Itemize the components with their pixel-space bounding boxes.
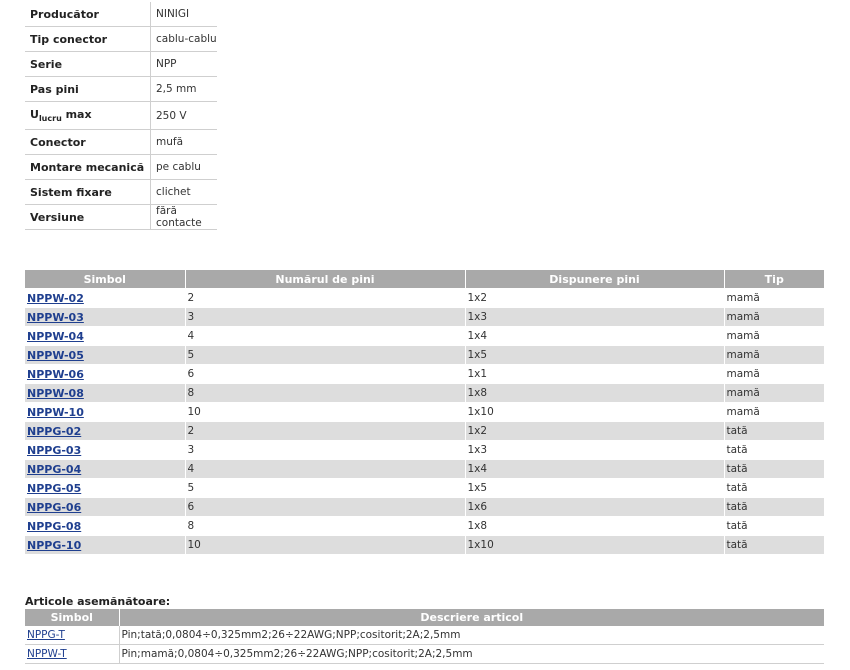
product-symbol-cell <box>25 346 185 365</box>
voltage-subscript: lucru <box>38 114 62 123</box>
product-pin-count: 5 <box>185 479 465 498</box>
product-pin-count: 8 <box>185 384 465 403</box>
spec-label <box>25 102 151 130</box>
spec-label: Versiune <box>25 205 151 230</box>
product-pin-layout: 1x5 <box>465 346 724 365</box>
product-symbol-link[interactable]: NPPW-04 <box>27 329 84 343</box>
product-symbol-cell <box>25 460 185 479</box>
product-pin-count: 6 <box>185 498 465 517</box>
product-pin-layout: 1x8 <box>465 517 724 536</box>
product-pin-count: 4 <box>185 460 465 479</box>
similar-symbol-link[interactable]: NPPW-T <box>27 648 67 660</box>
product-symbol-link[interactable]: NPPW-05 <box>27 348 84 362</box>
spec-label: Sistem fixare <box>25 180 151 205</box>
spec-value: 2,5 mm <box>151 77 218 102</box>
product-pin-layout: 1x5 <box>465 479 724 498</box>
product-symbol-cell <box>25 479 185 498</box>
product-type: mamă <box>724 346 824 365</box>
product-symbol-link[interactable]: NPPG-03 <box>27 443 82 457</box>
similar-symbol-cell <box>25 626 119 645</box>
product-pin-layout: 1x3 <box>465 308 724 327</box>
column-header-symbol[interactable]: Simbol <box>25 270 185 289</box>
voltage-symbol: U <box>30 108 39 121</box>
product-type: mamă <box>724 289 824 308</box>
spec-value: NPP <box>151 52 218 77</box>
product-symbol-cell <box>25 517 185 536</box>
spec-value: pe cablu <box>151 155 218 180</box>
specifications-table <box>25 2 217 230</box>
product-type: tată <box>724 422 824 441</box>
spec-value: clichet <box>151 180 218 205</box>
products-header-row <box>25 270 824 289</box>
spec-label: Pas pini <box>25 77 151 102</box>
product-pin-layout: 1x4 <box>465 460 724 479</box>
column-header-symbol: Simbol <box>25 609 119 626</box>
spec-row-pitch <box>25 77 217 102</box>
product-symbol-link[interactable]: NPPW-02 <box>27 291 84 305</box>
similar-header-row <box>25 609 824 626</box>
product-symbol-link[interactable]: NPPG-10 <box>27 538 82 552</box>
product-pin-count: 2 <box>185 289 465 308</box>
product-type: tată <box>724 536 824 555</box>
product-pin-count: 10 <box>185 536 465 555</box>
spec-row-producer <box>25 2 217 27</box>
product-pin-count: 5 <box>185 346 465 365</box>
product-symbol-cell <box>25 365 185 384</box>
product-row <box>25 403 824 422</box>
product-symbol-cell <box>25 308 185 327</box>
similar-row <box>25 626 824 645</box>
product-pin-count: 3 <box>185 441 465 460</box>
product-type: tată <box>724 479 824 498</box>
product-symbol-cell <box>25 384 185 403</box>
spec-label: Producător <box>25 2 151 27</box>
column-header-description: Descriere articol <box>119 609 824 626</box>
product-type: mamă <box>724 403 824 422</box>
product-row <box>25 365 824 384</box>
product-symbol-cell <box>25 422 185 441</box>
product-row <box>25 441 824 460</box>
products-body <box>25 289 824 555</box>
product-pin-layout: 1x2 <box>465 289 724 308</box>
product-pin-layout: 1x6 <box>465 498 724 517</box>
spec-row-connector <box>25 130 217 155</box>
product-symbol-cell <box>25 536 185 555</box>
product-symbol-link[interactable]: NPPG-08 <box>27 519 82 533</box>
similar-symbol-link[interactable]: NPPG-T <box>27 629 65 641</box>
product-row <box>25 536 824 555</box>
product-symbol-cell <box>25 441 185 460</box>
product-pin-layout: 1x8 <box>465 384 724 403</box>
product-row <box>25 308 824 327</box>
product-row <box>25 460 824 479</box>
product-row <box>25 517 824 536</box>
product-type: tată <box>724 460 824 479</box>
column-header-pin-count[interactable]: Numărul de pini <box>185 270 465 289</box>
product-symbol-link[interactable]: NPPG-05 <box>27 481 82 495</box>
product-row <box>25 384 824 403</box>
spec-label: Serie <box>25 52 151 77</box>
product-pin-layout: 1x4 <box>465 327 724 346</box>
product-pin-layout: 1x2 <box>465 422 724 441</box>
product-type: tată <box>724 441 824 460</box>
spec-value: 250 V <box>151 102 218 130</box>
product-symbol-link[interactable]: NPPW-08 <box>27 386 84 400</box>
similar-articles-table <box>25 609 824 664</box>
spec-value: cablu-cablu <box>151 27 218 52</box>
product-symbol-link[interactable]: NPPW-03 <box>27 310 84 324</box>
spec-value: mufă <box>151 130 218 155</box>
product-symbol-link[interactable]: NPPG-02 <box>27 424 82 438</box>
product-type: mamă <box>724 327 824 346</box>
product-row <box>25 289 824 308</box>
spec-value: fără contacte <box>151 205 218 230</box>
spec-row-working-voltage <box>25 102 217 130</box>
product-pin-layout: 1x10 <box>465 403 724 422</box>
spec-row-mounting <box>25 155 217 180</box>
product-type: mamă <box>724 384 824 403</box>
product-row <box>25 479 824 498</box>
product-pin-count: 10 <box>185 403 465 422</box>
product-pin-layout: 1x3 <box>465 441 724 460</box>
product-symbol-cell <box>25 498 185 517</box>
column-header-type[interactable]: Tip <box>724 270 824 289</box>
spec-label: Conector <box>25 130 151 155</box>
similar-articles-title: Articole asemănătoare: <box>25 595 171 608</box>
product-symbol-link[interactable]: NPPW-06 <box>27 367 84 381</box>
spec-row-fixing-system <box>25 180 217 205</box>
product-symbol-cell <box>25 327 185 346</box>
product-pin-layout: 1x1 <box>465 365 724 384</box>
product-pin-count: 4 <box>185 327 465 346</box>
spec-label: Tip conector <box>25 27 151 52</box>
similar-symbol-cell <box>25 645 119 664</box>
product-row <box>25 422 824 441</box>
spec-row-version <box>25 205 217 230</box>
product-symbol-cell <box>25 289 185 308</box>
products-table <box>25 270 824 554</box>
product-symbol-cell <box>25 403 185 422</box>
spec-value: NINIGI <box>151 2 218 27</box>
spec-row-series <box>25 52 217 77</box>
product-pin-layout: 1x10 <box>465 536 724 555</box>
product-type: mamă <box>724 308 824 327</box>
spec-label: Montare mecanică <box>25 155 151 180</box>
product-pin-count: 8 <box>185 517 465 536</box>
similar-row <box>25 645 824 664</box>
product-row <box>25 346 824 365</box>
product-type: mamă <box>724 365 824 384</box>
similar-description: Pin;tată;0,0804÷0,325mm2;26÷22AWG;NPP;cositorit;2A;2,5mm <box>119 626 824 645</box>
similar-description: Pin;mamă;0,0804÷0,325mm2;26÷22AWG;NPP;cositorit;2A;2,5mm <box>119 645 824 664</box>
product-pin-count: 6 <box>185 365 465 384</box>
product-type: tată <box>724 517 824 536</box>
spec-row-connector-type <box>25 27 217 52</box>
voltage-suffix: max <box>61 108 92 121</box>
product-symbol-link[interactable]: NPPG-04 <box>27 462 82 476</box>
product-pin-count: 3 <box>185 308 465 327</box>
product-symbol-link[interactable]: NPPW-10 <box>27 405 84 419</box>
product-type: tată <box>724 498 824 517</box>
product-symbol-link[interactable]: NPPG-06 <box>27 500 82 514</box>
product-row <box>25 498 824 517</box>
product-row <box>25 327 824 346</box>
column-header-pin-layout[interactable]: Dispunere pini <box>465 270 724 289</box>
product-pin-count: 2 <box>185 422 465 441</box>
